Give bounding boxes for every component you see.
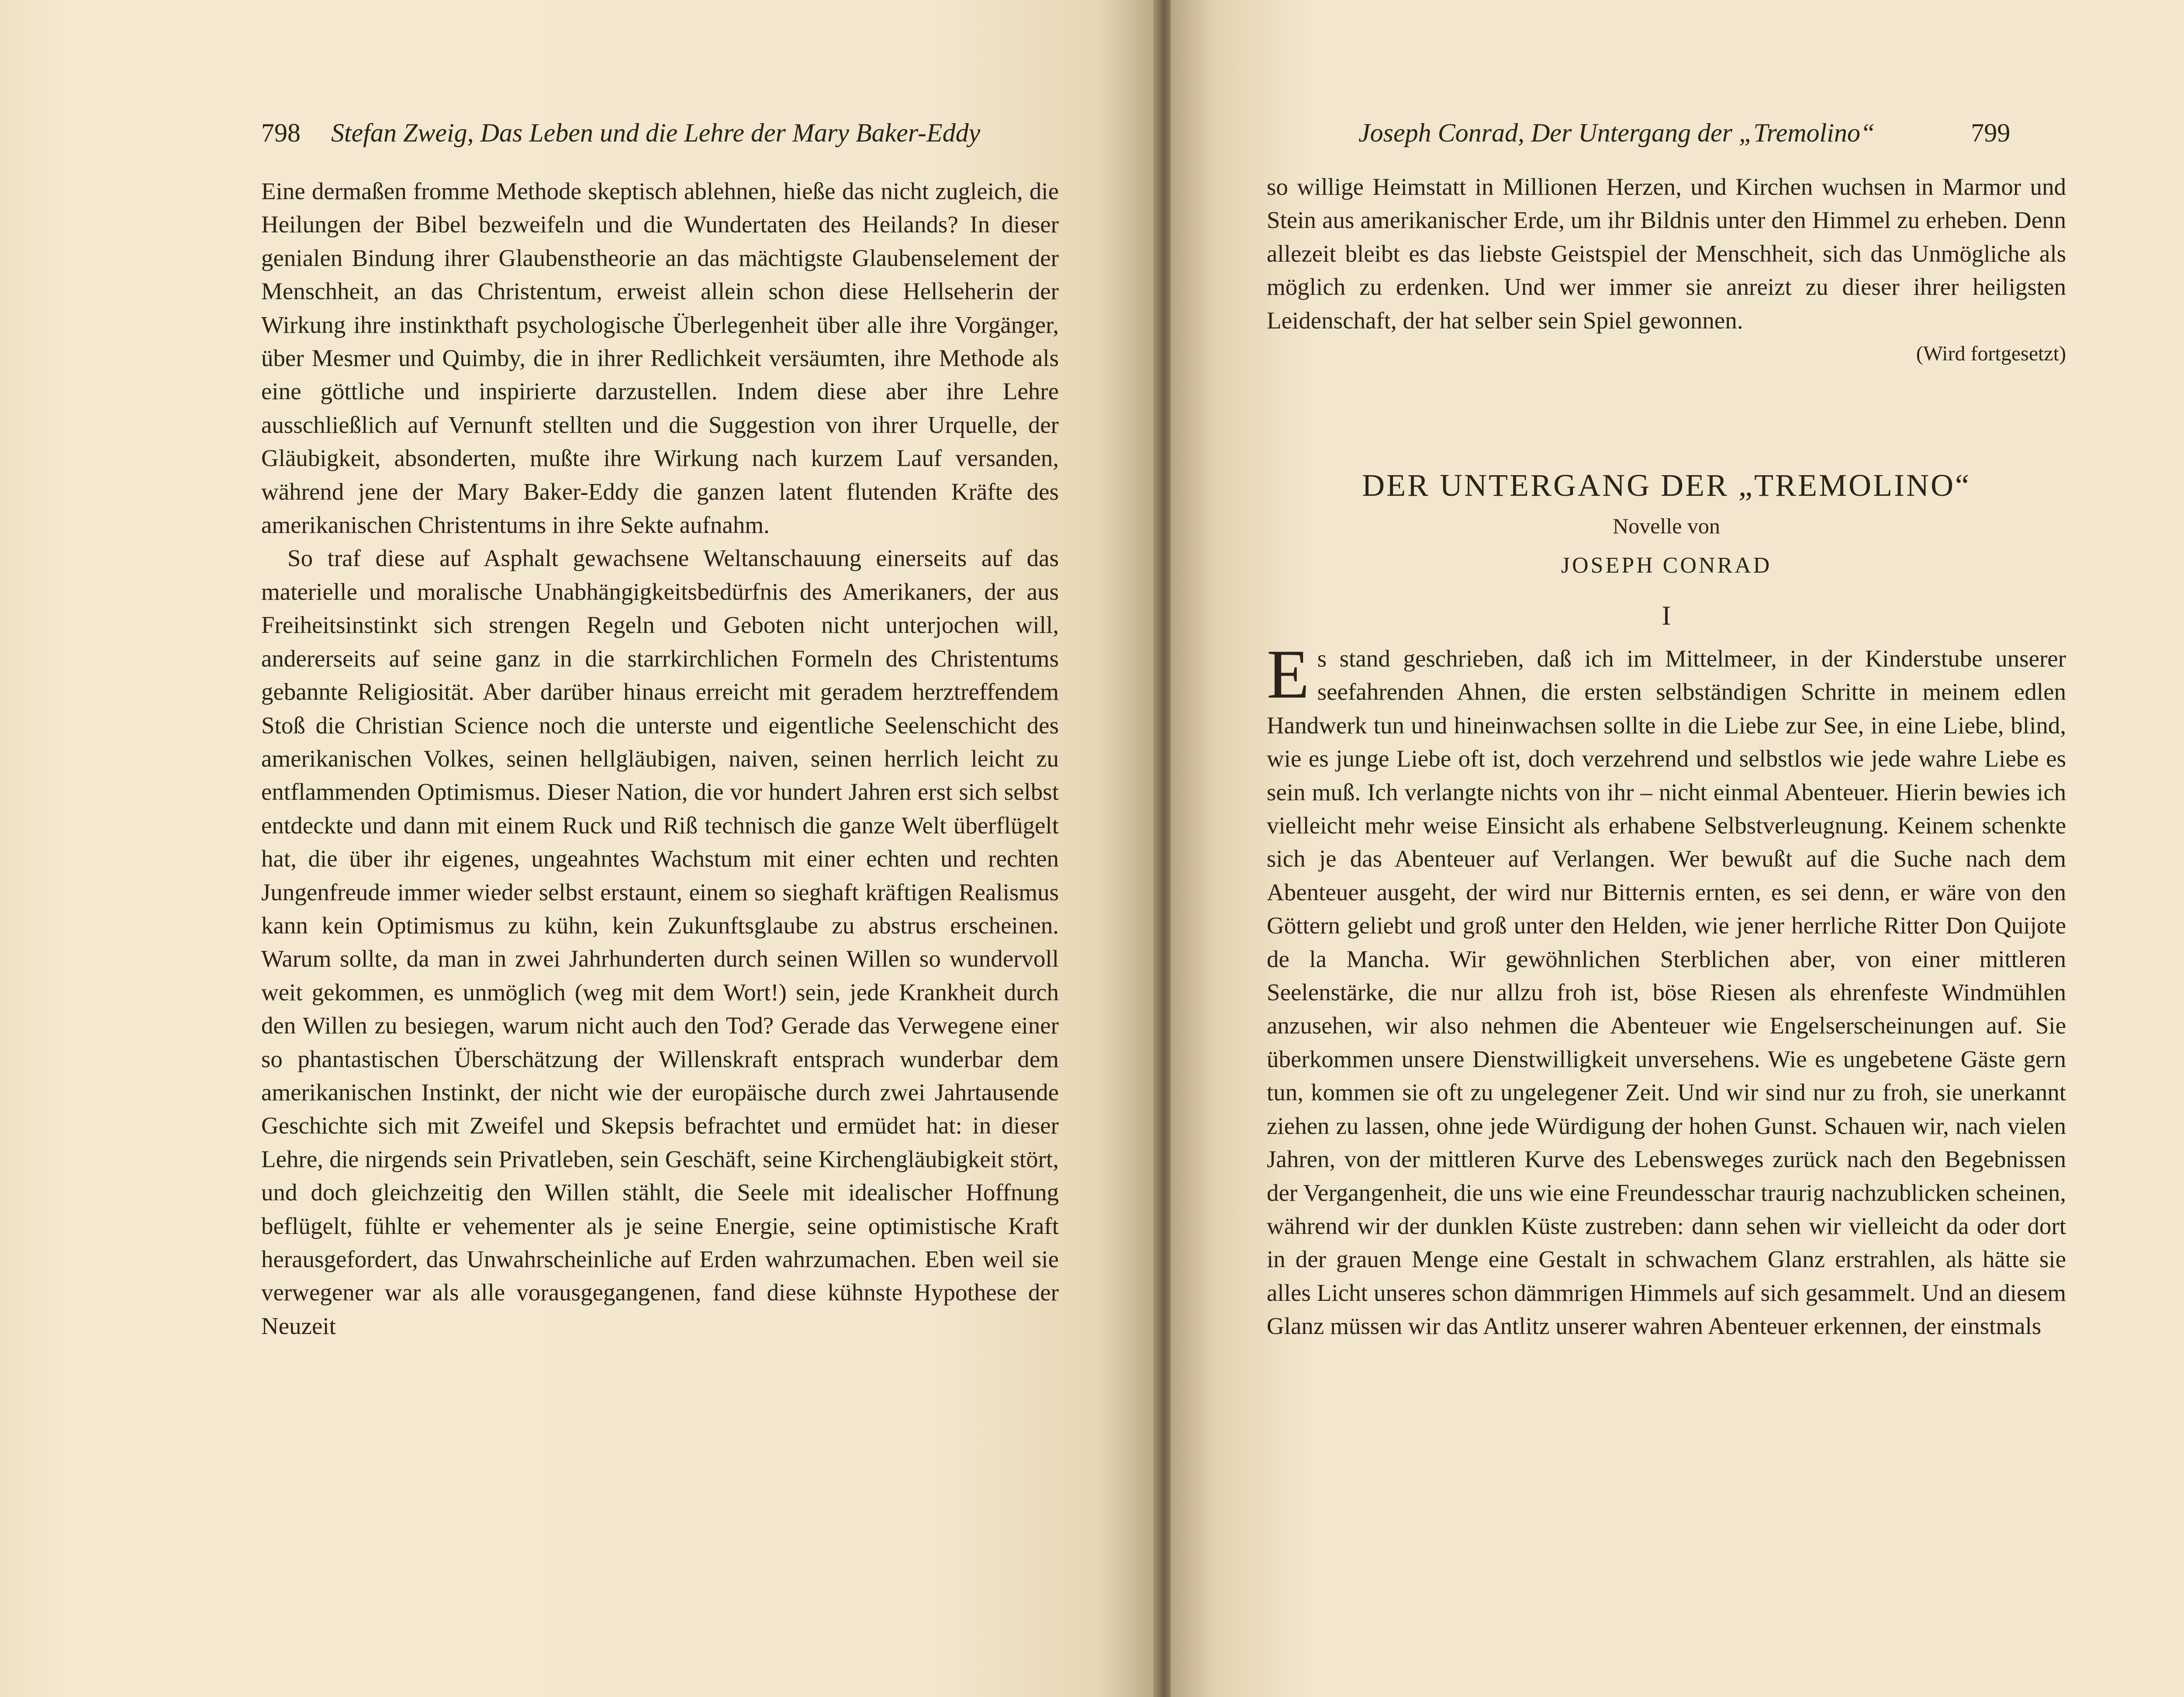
right-continuation-paragraph: so willige Heimstatt in Millionen Herzen, und Kirchen wuchsen in Marmor und Stein aus amerikanischer Erde, um ihr Bildnis unter den Himmel zu erheben. Denn allezeit bleibt es das liebste Geistspiel der Menschheit, sich das Unmögliche als möglich zu erdenken. Und wer immer sie anreizt zu dieser ihrer heiligsten Leidenschaft, der hat selber sein Spiel gewonnen. [1267, 173, 2066, 334]
story-author: JOSEPH CONRAD [1561, 553, 1772, 578]
story-subtitle: Novelle von [1613, 514, 1720, 538]
story-paragraph: s stand geschrieben, daß ich im Mittelmeer, in der Kinderstube unserer seefahrenden Ahnen, die ersten selbständigen Schritte in meinem edlen Handwerk tun und hineinwachsen sollte in die Liebe zur See, in eine Liebe, blind, wie es junge Liebe oft ist, doch verzehrend und selbstlos wie jede wahre Liebe es sein muß. Ich verlangte nichts von ihr – nicht einmal Abenteuer. Hierin bewies ich vielleicht mehr weise Einsicht als erhabene Selbstverleugnung. Keinem schenkte sich je das Abenteuer auf Verlangen. Wer bewußt auf die Suche nach dem Abenteuer ausgeht, der wird nur Bitternis ernten, es sei denn, er wäre von den Göttern geliebt und groß unter den Helden, wie jener herrliche Ritter Don Quijote de la Mancha. Wir gewöhnlichen Sterblichen aber, von einer mittleren Seelenstärke, die nur allzu froh ist, böse Riesen als ehrenfeste Windmühlen anzusehen, wir also nehmen die Abenteuer wie Engelserscheinungen auf. Sie überkommen unsere Dienstwilligkeit unversehens. Wie es ungebetene Gäste gern tun, kommen sie oft zu ungelegener Zeit. Und wir sind nur zu froh, sie unerkannt ziehen zu lassen, ohne jede Würdigung der hohen Gunst. Schauen wir, nach vielen Jahren, von der mittleren Kurve des Lebensweges zurück nach den Begebnissen der Vergangenheit, die uns wie eine Freundesschar traurig nachzublicken scheinen, während wir der dunklen Küste zustreben: dann sehen wir vielleicht da oder dort in der grauen Menge eine Gestalt in schwachem Glanz erstrahlen, als hätte sie alles Licht unseres schon dämmrigen Himmels auf sich gesammelt. Und an diesem Glanz müssen wir das Antlitz unserer wahren Abenteuer erkennen, der einstmals [1267, 645, 2066, 1340]
left-text-column [261, 175, 1059, 1343]
left-running-head-title: Stefan Zweig, Das Leben und die Lehre der Mary Baker-Eddy [331, 118, 981, 147]
right-page-number: 799 [1971, 118, 2011, 147]
left-page-number: 798 [261, 118, 301, 147]
story-text-column [1267, 635, 2066, 1343]
right-page [1171, 0, 2184, 1697]
left-running-head [261, 118, 980, 148]
right-running-head [1358, 118, 2010, 148]
left-paragraph-2: So traf diese auf Asphalt gewachsene Weltanschauung einerseits auf das materielle und moralische Unabhängigkeitsbedürfnis des Amerikaners, der aus Freiheitsinstinkt sich strengen Regeln und Geboten nicht unterjochen will, andererseits auf seine ganz in die starrkirchlichen Formeln des Christentums gebannte Religiosität. Aber darüber hinaus erreicht mit geradem herztreffendem Stoß die Christian Science noch die unterste und eigentliche Seelenschicht des amerikanischen Volkes, seinen hellgläubigen, naiven, seinen herrlich leicht zu entflammenden Optimismus. Dieser Nation, die vor hundert Jahren erst sich selbst entdeckte und dann mit einem Ruck und Riß technisch die ganze Welt überflügelt hat, die über ihr eigenes, ungeahntes Wachstum mit einer echten und rechten Jungenfreude immer wieder selbst erstaunt, einem so sieghaft kräftigen Realismus kann kein Optimismus zu kühn, kein Zukunftsglaube zu abstrus erscheinen. Warum sollte, da man in zwei Jahrhunderten durch seinen Willen so wundervoll weit gekommen, es unmöglich (weg mit dem Wort!) sein, jede Krankheit durch den Willen zu besiegen, warum nicht auch den Tod? Gerade das Verwegene einer so phantastischen Überschätzung der Willenskraft entsprach wunderbar dem amerikanischen Instinkt, der nicht wie der europäische durch zwei Jahrtausende Geschichte sich mit Zweifel und Skepsis befrachtet und ermüdet hat: in dieser Lehre, die nirgends sein Privatleben, sein Geschäft, seine Kirchengläubigkeit stört, und doch gleichzeitig den Willen stählt, die Seele mit idealischer Hoffnung beflügelt, fühlte er vehementer als je seine Energie, seine optimistische Kraft herausgefordert, das Unwahrscheinliche auf Erden wahrzumachen. Eben weil sie verwegener war als alle vorausgegangenen, fand diese kühnste Hypothese der Neuzeit [261, 545, 1059, 1339]
right-continuation-column [1267, 170, 2066, 370]
continued-note: (Wird fortgesetzt) [1916, 342, 2066, 366]
right-running-head-title: Joseph Conrad, Der Untergang der „Tremolino“ [1358, 118, 1875, 147]
story-title: DER UNTERGANG DER „TREMOLINO“ [1362, 468, 1971, 503]
drop-cap: E [1267, 635, 1310, 713]
chapter-number: I [1662, 601, 1671, 631]
left-paragraph-1: Eine dermaßen fromme Methode skeptisch ablehnen, hieße das nicht zugleich, die Heilungen der Bibel bezweifeln und die Wundertaten des Heilands? In dieser genialen Bindung ihrer Glaubenstheorie an das mächtigste Glaubenselement der Menschheit, an das Christentum, erweist allein schon diese Hellseherin der Wirkung ihre instinkthaft psychologische Überlegenheit über alle ihre Vorgänger, über Mesmer und Quimby, die in ihrer Redlichkeit versäumten, ihre Methode als eine göttliche und inspirierte darzustellen. Indem diese aber ihre Lehre ausschließlich auf Vernunft stellten und die Suggestion von ihrer Urquelle, der Gläubigkeit, absonderten, mußte ihre Wirkung nach kurzem Lauf versanden, während jene der Mary Baker-Eddy die ganzen latent flutenden Kräfte des amerikanischen Christentums in ihre Sekte aufnahm. [261, 178, 1059, 539]
